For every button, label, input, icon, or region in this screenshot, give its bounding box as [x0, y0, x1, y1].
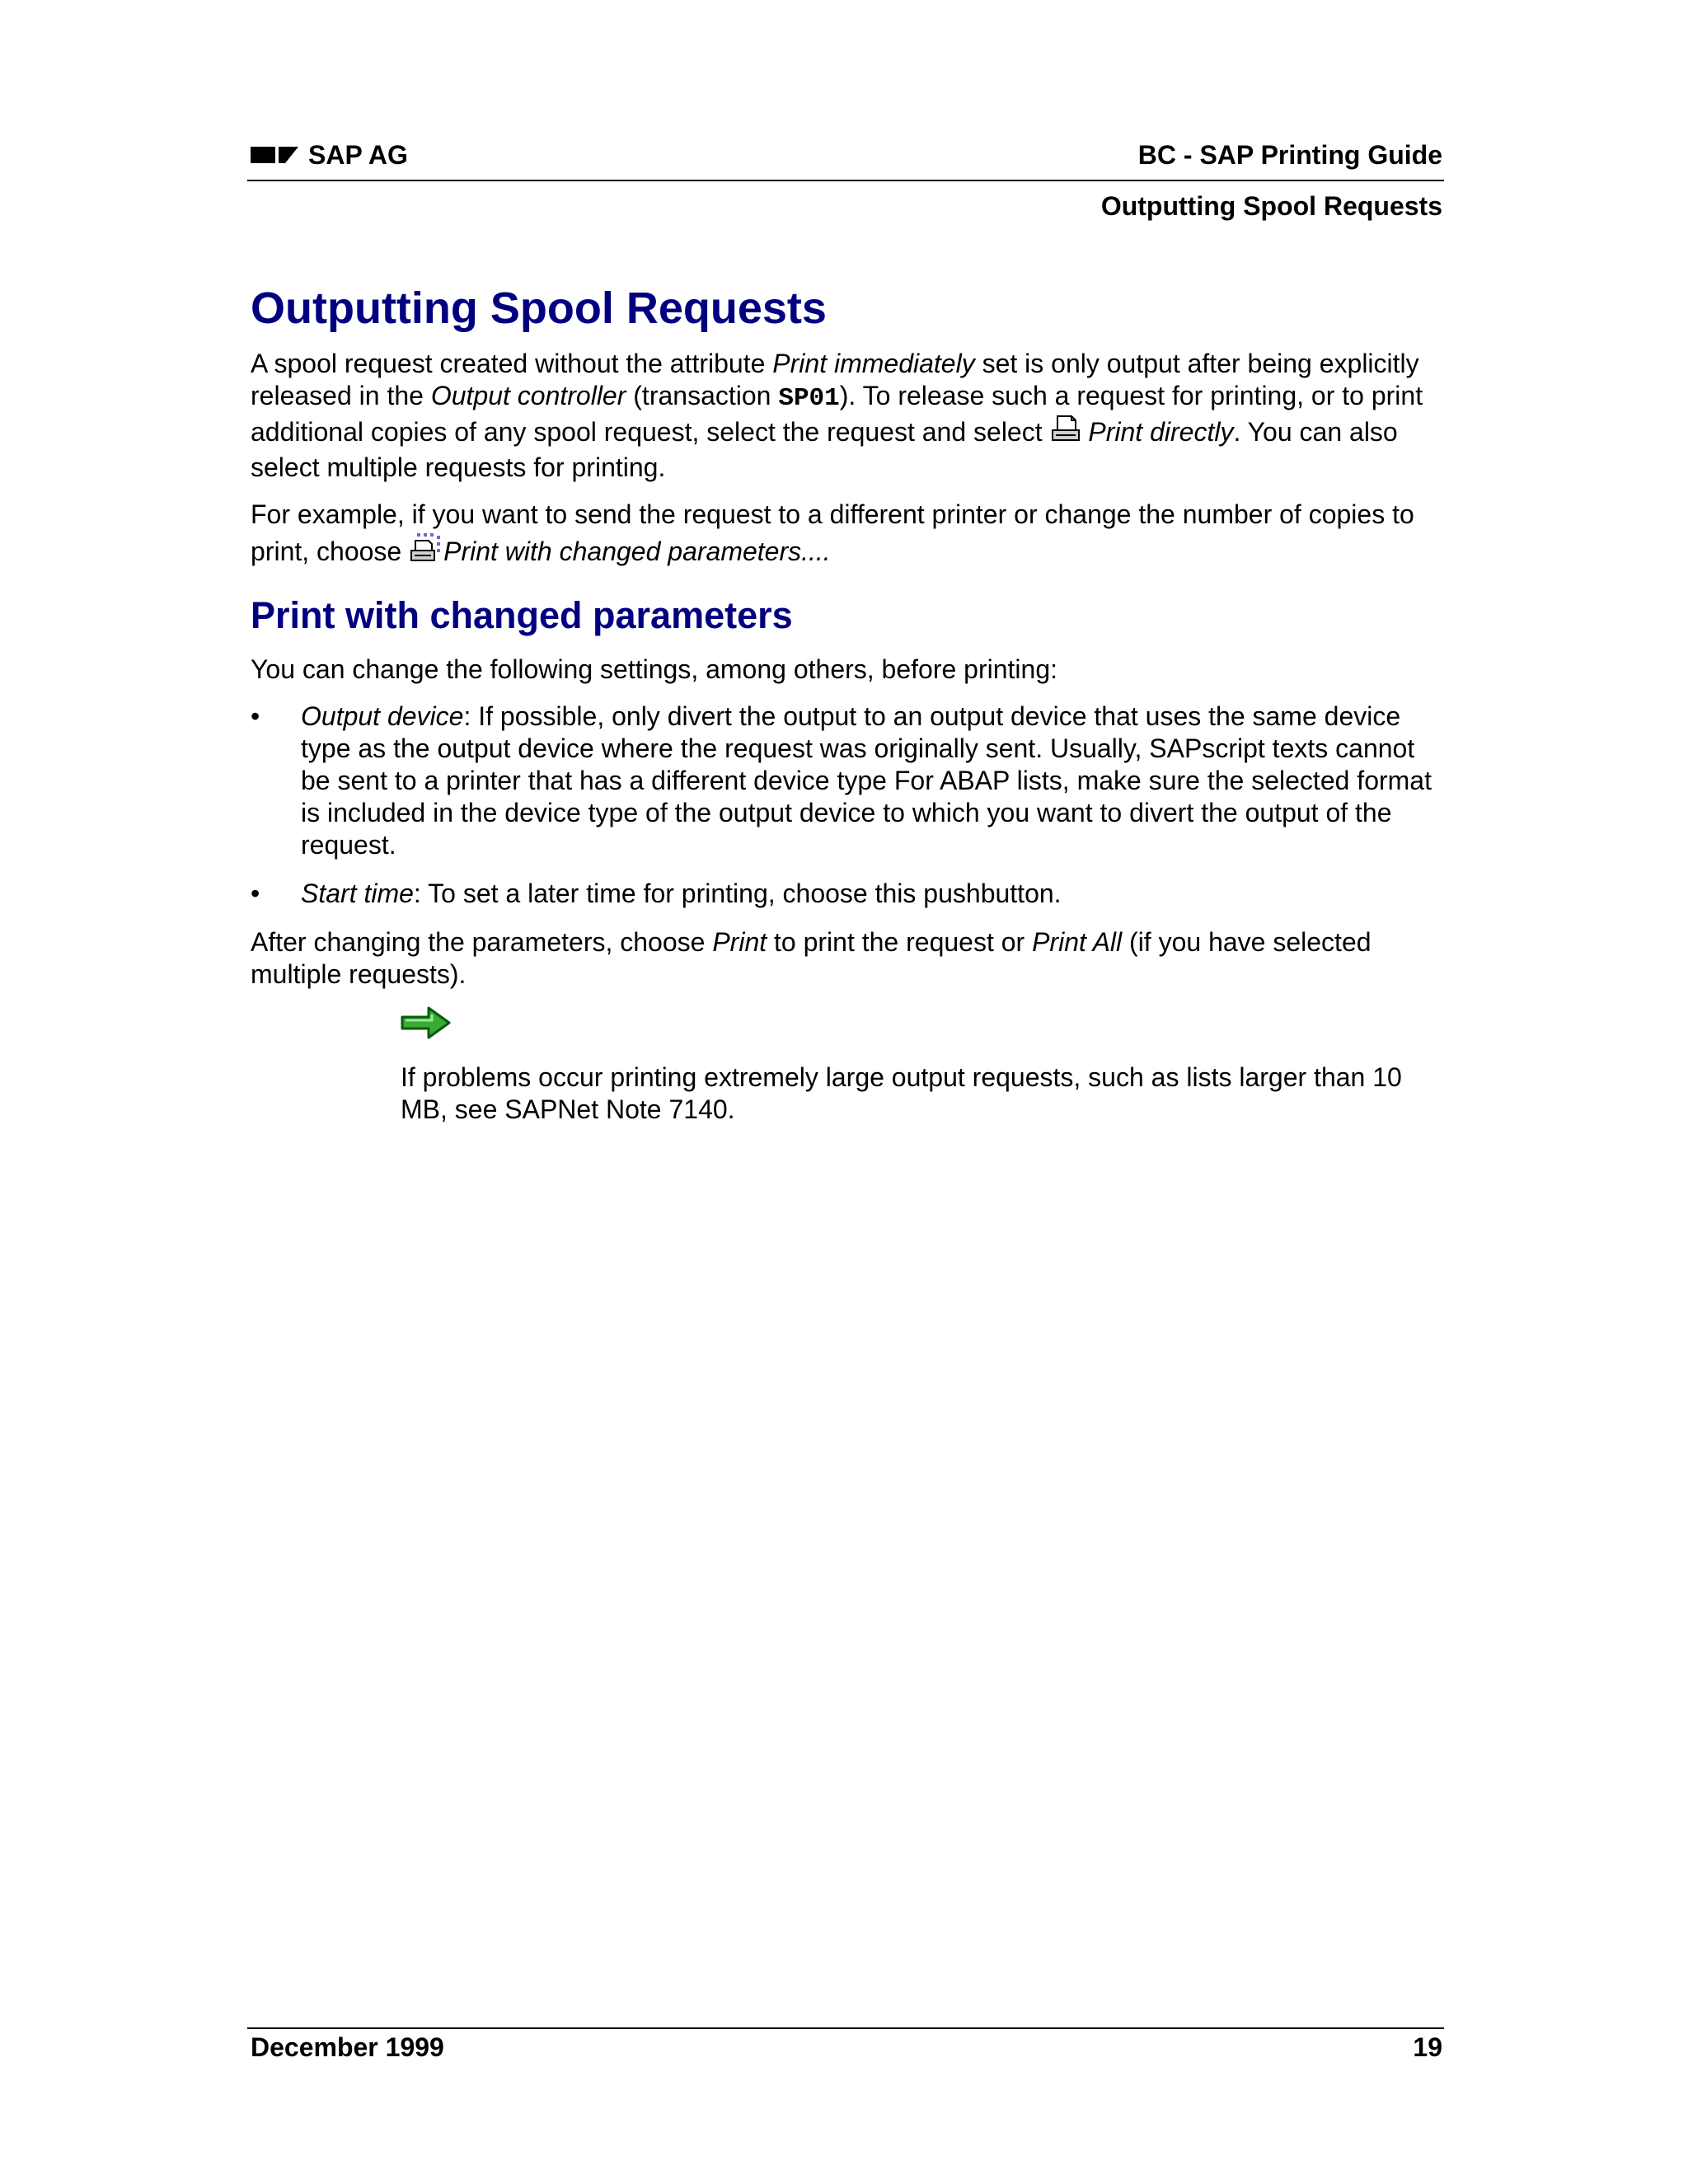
- list-item-text: : To set a later time for printing, choose this pushbutton.: [413, 879, 1062, 908]
- text-run: (transaction: [626, 381, 779, 410]
- footer-divider: [247, 2027, 1444, 2029]
- settings-intro: You can change the following settings, among others, before printing:: [251, 654, 1058, 684]
- text-run: set is only output after being explicitly released in the: [251, 349, 1419, 410]
- guide-title: BC - SAP Printing Guide: [1137, 139, 1442, 170]
- term-print-changed-parameters: Print with changed parameters....: [443, 537, 831, 566]
- text-run: (if you have selected multiple requests).: [251, 927, 1372, 989]
- term-print-all: Print All: [1032, 927, 1123, 957]
- list-item-text: : If possible, only divert the output to an output device that uses the same device type as the output device where the request was originally sent. Usually, SAPscript texts cannot be sent to a printer that has a different device type For ABAP lists, make sure the selected format is included in the device type of the output device to which you want to divert the output of the request.: [301, 701, 1432, 860]
- header-section-title: Outputting Spool Requests: [1100, 191, 1442, 221]
- page-title: Outputting Spool Requests: [251, 284, 827, 333]
- text-run: After changing the parameters, choose: [251, 927, 713, 957]
- text-run: . You can also select multiple requests for printing.: [251, 417, 1398, 482]
- main-content: [251, 280, 1446, 1126]
- intro-paragraph: [251, 348, 1446, 484]
- brand: [251, 140, 408, 171]
- settings-list: [251, 701, 1446, 910]
- bullet-symbol: •: [251, 879, 260, 908]
- transaction-code: SP01: [778, 384, 840, 413]
- sap-logo-icon: [251, 145, 298, 165]
- text-run: A spool request created without the attribute: [251, 349, 773, 378]
- list-item-start-time: [251, 878, 1446, 910]
- page-footer: [251, 2032, 1442, 2063]
- text-run: For example, if you want to send the request to a different printer or change the number of copies to print, choose: [251, 499, 1414, 566]
- term-output-device: Output device: [301, 701, 464, 731]
- bullet-symbol: •: [251, 701, 260, 731]
- page-header: [251, 137, 1442, 173]
- term-print-immediately: Print immediately: [772, 349, 975, 378]
- footer-date: December 1999: [251, 2032, 444, 2062]
- printer-icon: [1050, 415, 1081, 452]
- note-block: [401, 1005, 1446, 1126]
- term-output-controller: Output controller: [430, 381, 626, 410]
- term-print-directly: Print directly: [1088, 417, 1234, 447]
- after-paragraph: [251, 926, 1446, 991]
- note-text: If problems occur printing extremely large output requests, such as lists larger than 10 MB, see SAPNet Note 7140.: [401, 1062, 1402, 1124]
- term-start-time: Start time: [301, 879, 414, 908]
- right-arrow-icon: [401, 1005, 452, 1040]
- header-divider: [247, 180, 1444, 181]
- text-run: ). To release such a request for printing, or to print additional copies of any spool request, select the request and select: [251, 381, 1423, 447]
- list-item-output-device: [251, 701, 1446, 861]
- term-print: Print: [712, 927, 767, 957]
- text-run: to print the request or: [767, 927, 1033, 957]
- page-number: 19: [1413, 2032, 1442, 2062]
- example-paragraph: [251, 499, 1446, 571]
- section-heading: Print with changed parameters: [251, 594, 793, 636]
- printer-settings-icon: [409, 531, 443, 571]
- brand-label: SAP AG: [308, 139, 408, 170]
